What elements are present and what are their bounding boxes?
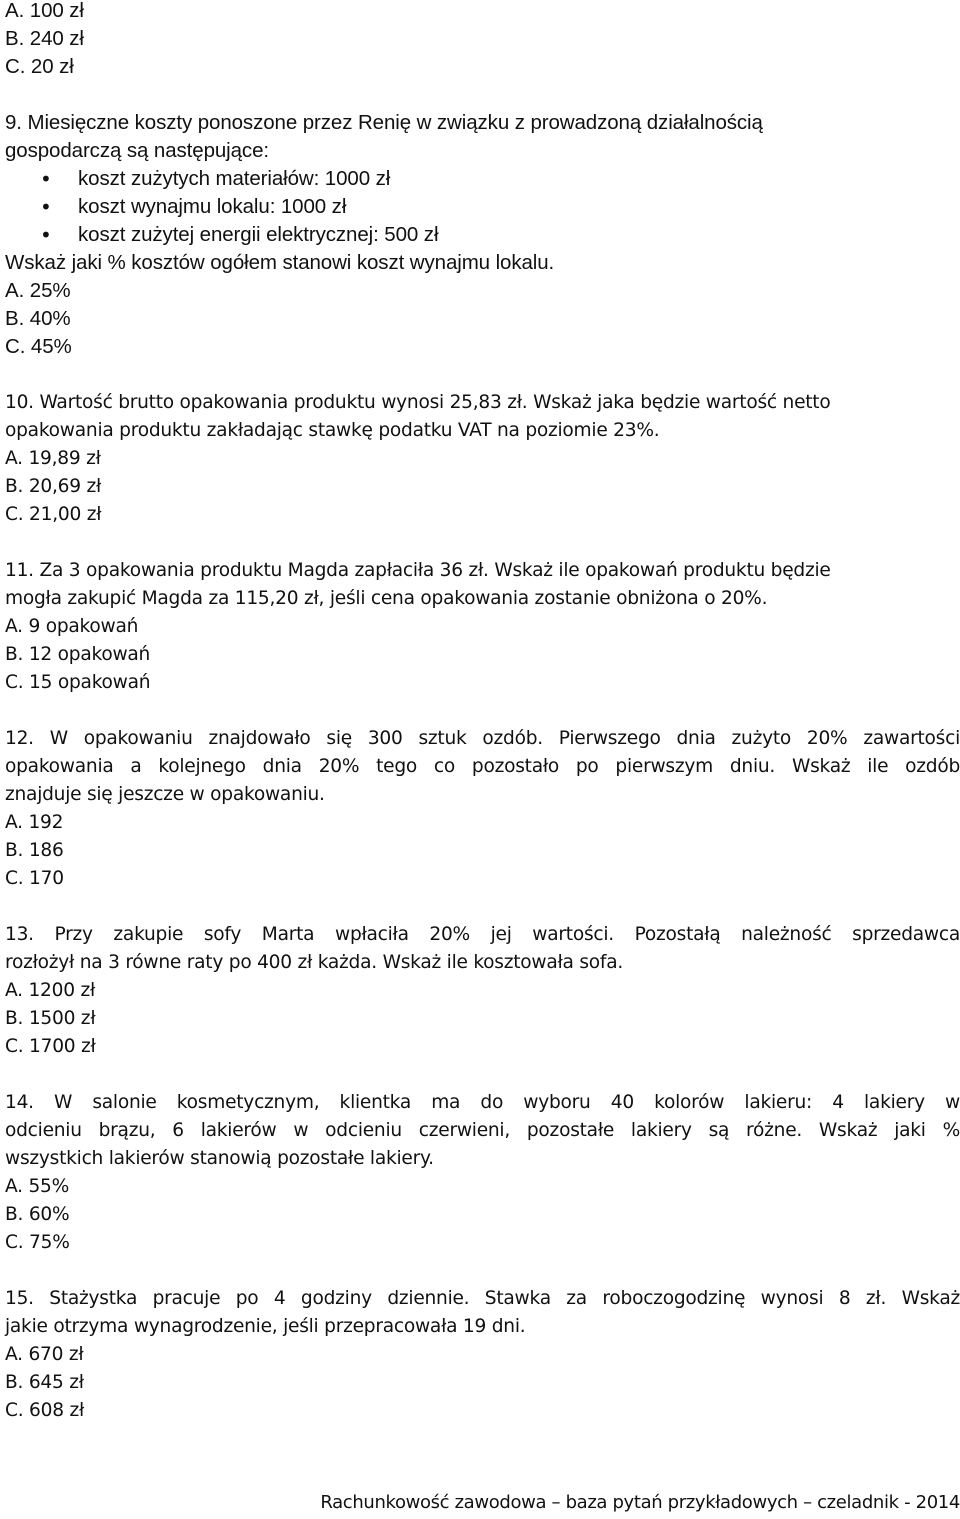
q11-stem-line-1: 11. Za 3 opakowania produktu Magda zapłaciła 36 zł. Wskaż ile opakowań produktu będzie [5,560,831,581]
bullet-icon: • [40,223,52,247]
q8-option-b: B. 240 zł [5,27,84,50]
q15-option-b: B. 645 zł [5,1372,84,1393]
q15-option-a: A. 670 zł [5,1344,84,1365]
q13-stem-line-1: 13. Przy zakupie sofy Marta wpłaciła 20% jej wartości. Pozostałą należność sprzedawca [5,924,960,945]
q9-stem-line-2: gospodarczą są następujące: [5,139,269,162]
q10-option-b: B. 20,69 zł [5,476,102,497]
q14-option-b: B. 60% [5,1204,70,1225]
q8-option-c: C. 20 zł [5,55,74,78]
bullet-icon: • [40,195,52,219]
q15-stem-line-1: 15. Stażystka pracuje po 4 godziny dziennie. Stawka za roboczogodzinę wynosi 8 zł. Wskaż [5,1288,960,1309]
q15-stem-line-2: jakie otrzyma wynagrodzenie, jeśli przepracowała 19 dni. [5,1316,526,1337]
q14-stem-line-1: 14. W salonie kosmetycznym, klientka ma do wyboru 40 kolorów lakieru: 4 lakiery w [5,1092,960,1113]
bullet-icon: • [40,167,52,191]
q14-option-a: A. 55% [5,1176,70,1197]
q9-bullet-2: koszt wynajmu lokalu: 1000 zł [78,195,347,218]
q12-stem-line-3: znajduje się jeszcze w opakowaniu. [5,784,325,805]
q9-stem-line-1: 9. Miesięczne koszty ponoszone przez Renię w związku z prowadzoną działalnością [5,111,763,134]
q9-option-c: C. 45% [5,335,72,358]
q13-option-b: B. 1500 zł [5,1008,96,1029]
q15-option-c: C. 608 zł [5,1400,84,1421]
page-footer: Rachunkowość zawodowa – baza pytań przykładowych – czeladnik - 2014 [320,1492,960,1513]
q13-option-a: A. 1200 zł [5,980,95,1001]
q12-stem-line-1: 12. W opakowaniu znajdowało się 300 sztuk ozdób. Pierwszego dnia zużyto 20% zawartości [5,728,960,749]
q10-stem-line-1: 10. Wartość brutto opakowania produktu wynosi 25,83 zł. Wskaż jaka będzie wartość netto [5,392,831,413]
q9-option-b: B. 40% [5,307,71,330]
q9-option-a: A. 25% [5,279,71,302]
q14-stem-line-2: odcieniu brązu, 6 lakierów w odcieniu czerwieni, pozostałe lakiery są różne. Wskaż jaki % [5,1120,960,1141]
q12-stem-line-2: opakowania a kolejnego dnia 20% tego co pozostało po pierwszym dniu. Wskaż ile ozdób [5,756,960,777]
q9-question: Wskaż jaki % kosztów ogółem stanowi koszt wynajmu lokalu. [5,251,555,274]
q11-stem-line-2: mogła zakupić Magda za 115,20 zł, jeśli cena opakowania zostanie obniżona o 20%. [5,588,768,609]
q8-option-a: A. 100 zł [5,0,84,22]
q14-option-c: C. 75% [5,1232,70,1253]
q12-option-b: B. 186 [5,840,64,861]
q9-bullet-1: koszt zużytych materiałów: 1000 zł [78,167,391,190]
q14-stem-line-3: wszystkich lakierów stanowią pozostałe lakiery. [5,1148,434,1169]
q10-option-a: A. 19,89 zł [5,448,101,469]
q9-bullet-3: koszt zużytej energii elektrycznej: 500 zł [78,223,439,246]
q11-option-a: A. 9 opakowań [5,616,139,637]
q10-option-c: C. 21,00 zł [5,504,102,525]
q11-option-c: C. 15 opakowań [5,672,151,693]
q13-stem-line-2: rozłożył na 3 równe raty po 400 zł każda. Wskaż ile kosztowała sofa. [5,952,624,973]
q12-option-a: A. 192 [5,812,64,833]
q13-option-c: C. 1700 zł [5,1036,96,1057]
q12-option-c: C. 170 [5,868,64,889]
q11-option-b: B. 12 opakowań [5,644,151,665]
q10-stem-line-2: opakowania produktu zakładając stawkę podatku VAT na poziomie 23%. [5,420,660,441]
